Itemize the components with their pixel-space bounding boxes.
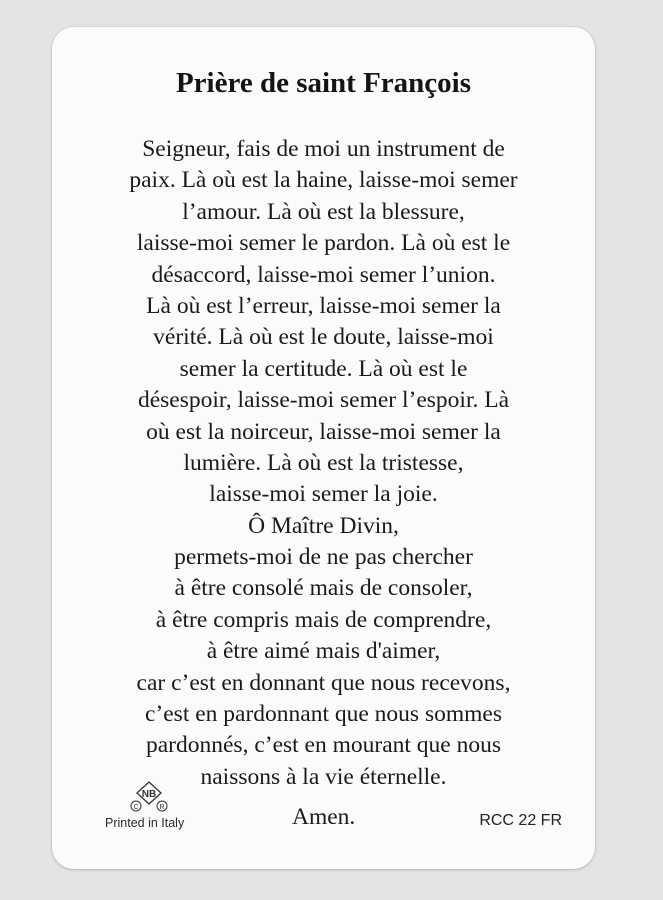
prayer-line: semer la certitude. Là où est le [179,355,468,382]
card-code: RCC 22 FR [479,812,562,829]
prayer-line: Là où est l’erreur, laisse-moi semer la [146,292,501,319]
prayer-text [52,134,595,793]
prayer-line: où est la noirceur, laisse-moi semer la [146,418,501,445]
prayer-line: à être consolé mais de consoler, [174,575,473,602]
prayer-line: pardonnés, c’est en mourant que nous [145,732,501,759]
prayer-line: naissons à la vie éternelle. [200,763,447,790]
closing-amen: Amen. [292,804,356,830]
prayer-line: lumière. Là où est la tristesse, [183,449,464,476]
prayer-line: l’amour. Là où est la blessure, [182,198,465,225]
card-title: Prière de saint François [175,67,472,99]
logo-text: NB [141,789,157,800]
prayer-line: vérité. Là où est le doute, laisse-moi [153,324,494,351]
prayer-line: à être compris mais de comprendre, [155,606,492,633]
registered-mark: R [159,804,165,811]
prayer-card [52,27,595,869]
copyright-mark: C [133,804,139,811]
prayer-line: paix. Là où est la haine, laisse-moi semer [129,167,518,194]
publisher-logo-icon [127,779,171,817]
prayer-line: à être aimé mais d'aimer, [206,638,441,665]
prayer-line: Seigneur, fais de moi un instrument de [142,136,505,162]
prayer-line: Ô Maître Divin, [248,512,399,539]
prayer-line: laisse-moi semer le pardon. Là où est le [136,230,511,257]
prayer-line: permets-moi de ne pas chercher [174,544,473,571]
prayer-line: c’est en pardonnant que nous sommes [145,701,502,728]
prayer-line: désespoir, laisse-moi semer l’espoir. Là [137,387,510,414]
prayer-line: désaccord, laisse-moi semer l’union. [151,261,496,288]
printed-in-label: Printed in Italy [105,816,185,830]
prayer-line: car c’est en donnant que nous recevons, [136,669,511,696]
prayer-line: laisse-moi semer la joie. [209,481,438,508]
